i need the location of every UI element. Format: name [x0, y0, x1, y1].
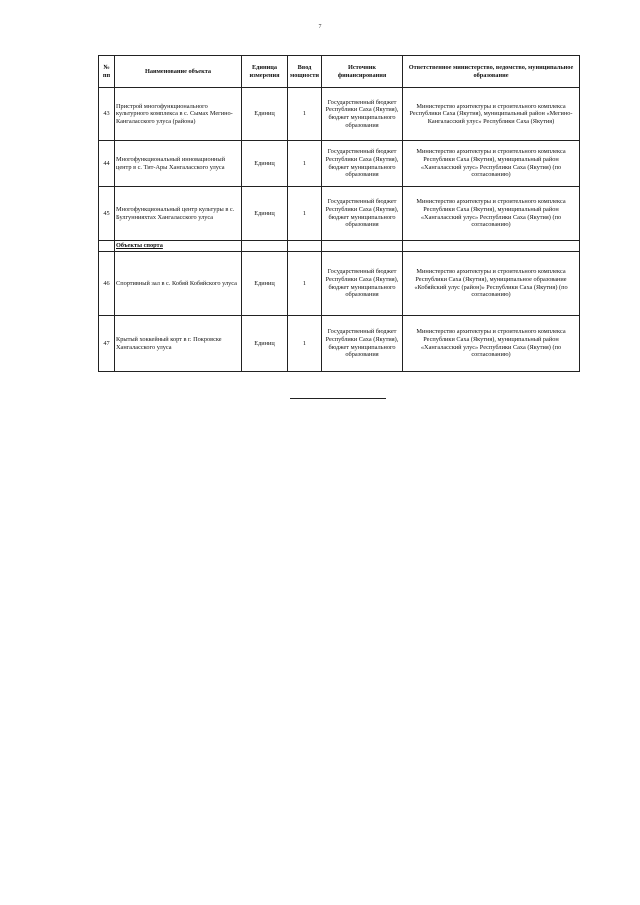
table-row [99, 187, 580, 241]
row-responsible: Министерство архитектуры и строительного комплекса Республики Саха (Якутия), муниципальный район «Хангаласский улус» Республики Саха (Якутия) (по согласованию) [403, 187, 580, 241]
header-capacity: Ввод мощности [288, 56, 322, 88]
row-capacity: 1 [288, 141, 322, 187]
row-source: Государственный бюджет Республики Саха (Якутия), бюджет муниципального образования [322, 187, 403, 241]
header-num: № пп [99, 56, 115, 88]
table-row [99, 141, 580, 187]
header-unit: Единица измерения [242, 56, 288, 88]
section-row [99, 241, 580, 252]
row-name: Крытый хоккейный корт в г. Покровске Хангаласского улуса [115, 316, 242, 372]
row-unit: Единиц [242, 141, 288, 187]
row-unit: Единиц [242, 88, 288, 141]
row-num: 47 [99, 316, 115, 372]
row-responsible: Министерство архитектуры и строительного комплекса Республики Саха (Якутия), муниципальное образование «Кобяйский улус (район)» Республики Саха (Якутия) (по согласованию) [403, 252, 580, 316]
row-responsible: Министерство архитектуры и строительного комплекса Республики Саха (Якутия), муниципальный район «Мегино-Кангаласский улус» Республики Саха (Якутия) [403, 88, 580, 141]
row-source: Государственный бюджет Республики Саха (Якутия), бюджет муниципального образования [322, 88, 403, 141]
section-empty-cell [403, 241, 580, 252]
row-num: 45 [99, 187, 115, 241]
row-source: Государственный бюджет Республики Саха (Якутия), бюджет муниципального образования [322, 252, 403, 316]
table-header-row [99, 56, 580, 88]
header-responsible: Ответственное министерство, ведомство, муниципальное образование [403, 56, 580, 88]
row-unit: Единиц [242, 187, 288, 241]
row-num: 43 [99, 88, 115, 141]
page-number: 7 [318, 24, 322, 30]
row-name: Пристрой многофункционального культурного комплекса в с. Сымах Мегино-Кангаласского улуса (района) [115, 88, 242, 141]
section-empty-cell [242, 241, 288, 252]
row-capacity: 1 [288, 187, 322, 241]
objects-table [98, 55, 580, 372]
row-num: 46 [99, 252, 115, 316]
header-name: Наименование объекта [115, 56, 242, 88]
row-responsible: Министерство архитектуры и строительного комплекса Республики Саха (Якутия), муниципальный район «Хангаласский улус» Республики Саха (Якутия) (по согласованию) [403, 141, 580, 187]
row-source: Государственный бюджет Республики Саха (Якутия), бюджет муниципального образования [322, 316, 403, 372]
section-title: Объекты спорта [115, 241, 242, 252]
row-name: Спортивный зал в с. Кобяй Кобяйского улуса [115, 252, 242, 316]
row-unit: Единиц [242, 252, 288, 316]
row-num: 44 [99, 141, 115, 187]
row-source: Государственный бюджет Республики Саха (Якутия), бюджет муниципального образования [322, 141, 403, 187]
row-capacity: 1 [288, 316, 322, 372]
header-source: Источник финансирования [322, 56, 403, 88]
end-divider [290, 398, 386, 399]
section-empty-cell [288, 241, 322, 252]
section-empty-cell [322, 241, 403, 252]
table-row [99, 316, 580, 372]
row-name: Многофункциональный центр культуры в с. Булгуннияхтах Хангаласского улуса [115, 187, 242, 241]
row-capacity: 1 [288, 252, 322, 316]
row-unit: Единиц [242, 316, 288, 372]
section-num-cell [99, 241, 115, 252]
row-responsible: Министерство архитектуры и строительного комплекса Республики Саха (Якутия), муниципальный район «Хангаласский улус» Республики Саха (Якутия) (по согласованию) [403, 316, 580, 372]
table-row [99, 88, 580, 141]
row-capacity: 1 [288, 88, 322, 141]
row-name: Многофункциональный инновационный центр в с. Тит-Ары Хангаласского улуса [115, 141, 242, 187]
table-row [99, 252, 580, 316]
